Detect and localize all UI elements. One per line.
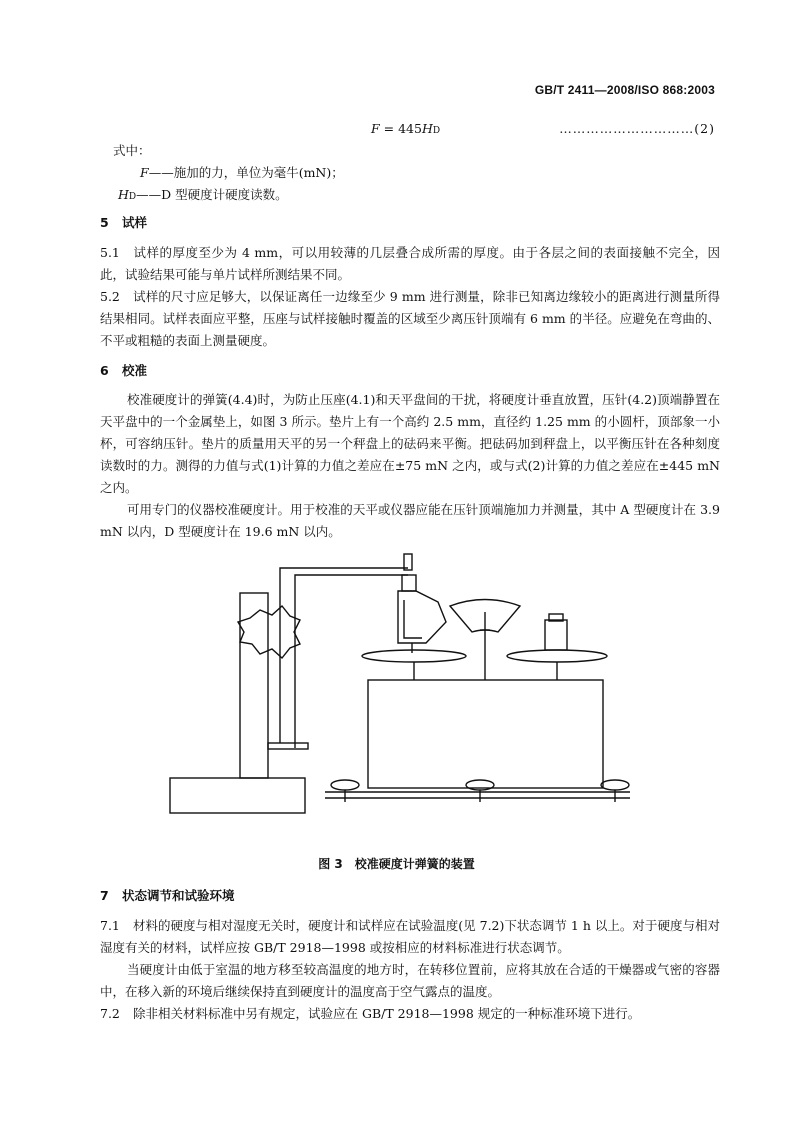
- balance-housing: [368, 680, 603, 788]
- stand-arm-outer: [280, 568, 408, 743]
- where-h-symbol: H: [118, 187, 129, 202]
- where-f-symbol: F: [140, 165, 149, 180]
- where-f-desc: ——施加的力，单位为毫牛(mN)；: [148, 165, 344, 180]
- section-5-2: [100, 286, 720, 352]
- durometer-body: [398, 591, 446, 643]
- right-foot: [601, 780, 629, 790]
- section-5-1: [100, 242, 720, 286]
- clamp-knob: [238, 606, 300, 658]
- where-h-sub: D: [128, 192, 137, 202]
- para-num: 5.2: [100, 289, 120, 304]
- section-6-para-2: 可用专门的仪器校准硬度计。用于校准的天平或仪器应能在压针顶端施加力并测量，其中 A 型硬度计在 3.9 mN 以内，D 型硬度计在 19.6 mN 以内。: [100, 502, 720, 539]
- formula-expression: [371, 121, 440, 136]
- section-7-1-para-2: 当硬度计由低于室温的地方移至较高温度的地方时，在转移位置前，应将其放在合适的干燥器或气密的容器中，在移入新的环境后继续保持直到硬度计的温度高于空气露点的温度。: [100, 962, 720, 999]
- holder-block: [402, 575, 416, 591]
- where-f: [100, 162, 720, 184]
- stand-column: [240, 593, 268, 778]
- para-text: 除非相关材料标准中另有规定，试验应在 GB/T 2918—1998 规定的一种标准环境下进行。: [133, 1006, 641, 1021]
- formula-var: H: [421, 121, 433, 136]
- where-intro: 式中：: [113, 143, 151, 158]
- formula-sub: D: [432, 126, 441, 136]
- durometer-dial: [404, 600, 422, 638]
- where-block: [100, 140, 720, 208]
- para-num: 7.1: [100, 918, 120, 933]
- equation-number: …………………………(2): [559, 121, 715, 136]
- section-6-para-1: 校准硬度计的弹簧(4.4)时，为防止压座(4.1)和天平盘间的干扰，将硬度计垂直放置，压针(4.2)顶端静置在天平盘中的一个金属垫上，如图 3 所示。垫片上有一个高约 2.5 mm，直径约 1.25 mm 的小圆杆，顶部象一小杯，可容纳压针。垫片的质量用天平的另一个秤盘上的砝码来平衡。把砝码加到秤盘上，以平衡压针在各种刻度读数时的力。测得的力值与式(1)计算的力值之差应在±75 mN 之内，或与式(2)计算的力值之差应在±445 mN 之内。: [100, 392, 720, 495]
- weight: [545, 620, 567, 650]
- figure-caption: 图 3 校准硬度计弹簧的装置: [318, 857, 475, 871]
- calibration-apparatus-figure: [160, 550, 640, 840]
- section-7-heading: 7 状态调节和试验环境: [100, 888, 235, 903]
- formula-2: [0, 121, 793, 139]
- formula-eq: = 445: [379, 121, 422, 136]
- formula-lhs: F: [371, 121, 380, 136]
- para-text: 试样的厚度至少为 4 mm，可以用较薄的几层叠合成所需的厚度。由于各层之间的表面接触不完全，因此，试验结果可能与单片试样所测结果不同。: [100, 245, 720, 282]
- para-text: 试样的尺寸应足够大，以保证离任一边缘至少 9 mm 进行测量，除非已知离边缘较小的距离进行测量所得结果相同。试样表面应平整，压座与试样接触时覆盖的区域至少离压针顶端有 6 mm 的半径。应避免在弯曲的、不平或粗糙的表面上测量硬度。: [100, 289, 720, 348]
- left-balance-pan: [362, 650, 466, 662]
- section-5-heading: 5 试样: [100, 215, 148, 230]
- para-num: 5.1: [100, 245, 120, 260]
- right-balance-pan: [507, 650, 607, 662]
- para-num: 7.2: [100, 1006, 120, 1021]
- where-h: [100, 184, 720, 208]
- where-h-desc: ——D 型硬度计硬度读数。: [136, 187, 288, 202]
- standard-header: GB/T 2411—2008/ISO 868:2003: [534, 83, 715, 97]
- section-6-heading: 6 校准: [100, 363, 148, 378]
- left-foot: [331, 780, 359, 790]
- section-7-1: [100, 915, 720, 959]
- base-block: [170, 778, 305, 813]
- para-text: 材料的硬度与相对湿度无关时，硬度计和试样应在试验温度(见 7.2)下状态调节 1 h 以上。对于硬度与相对湿度有关的材料，试样应按 GB/T 2918—1998 或按相应的材料标准进行状态调节。: [100, 918, 720, 955]
- section-7-2: [100, 1003, 720, 1025]
- stand-foot: [268, 743, 308, 749]
